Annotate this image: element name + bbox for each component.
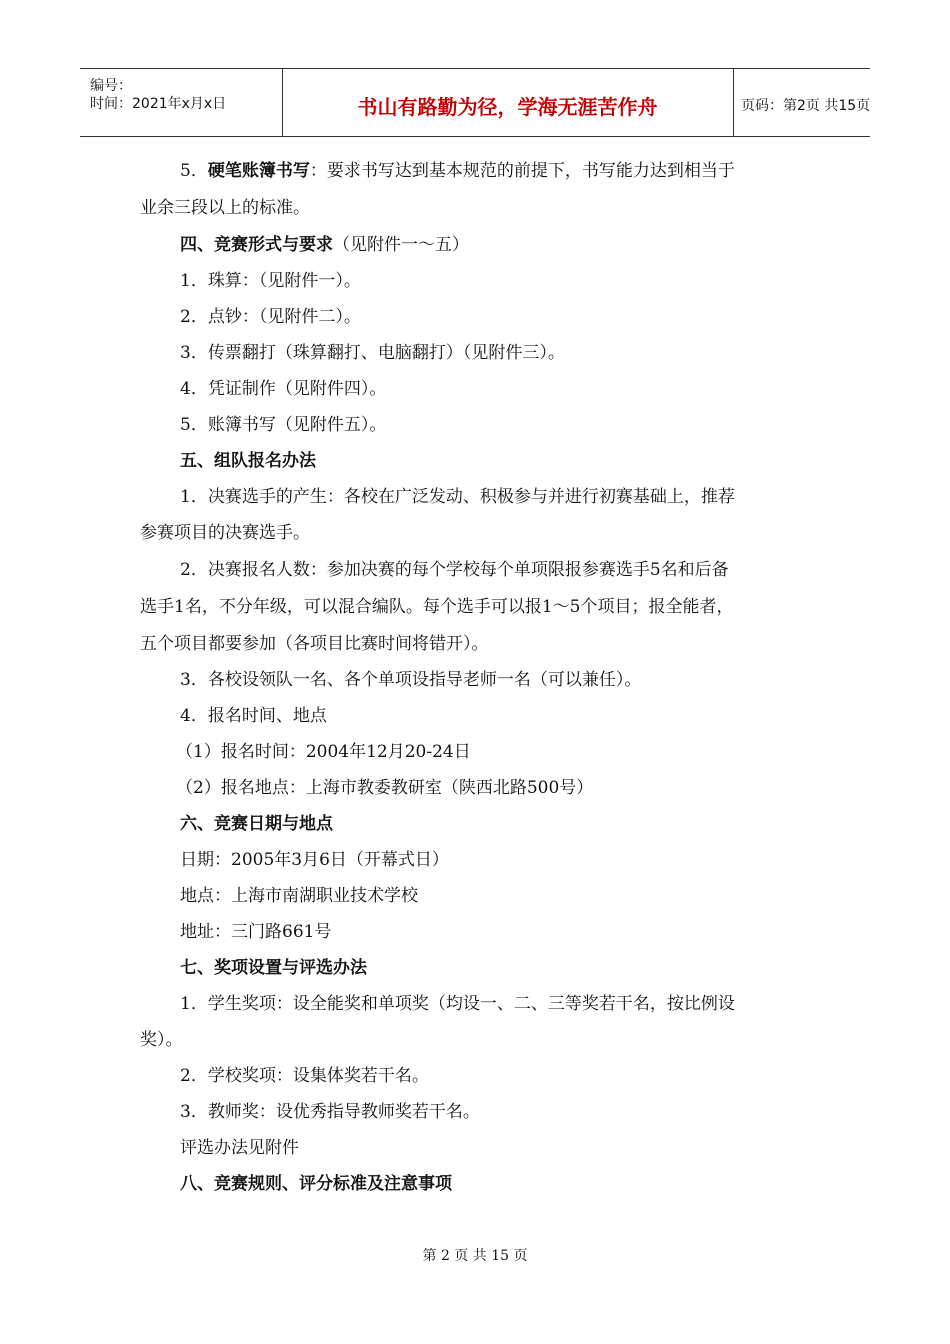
info-line: 地址：三门路661号 [180,922,332,942]
section-heading-7: 七、奖项设置与评选办法 [180,958,367,978]
header-right-cell [733,69,870,136]
page-header [80,68,870,137]
list-item: 5．账簿书写（见附件五）。 [180,415,387,435]
paragraph-hardpen [180,160,735,182]
section-heading-4-title: 四、竞赛形式与要求 [180,235,333,255]
header-left-cell [80,69,283,136]
list-item: 1．珠算：（见附件一）。 [180,271,361,291]
item-text: ：要求书写达到基本规范的前提下，书写能力达到相当于 [309,161,735,181]
list-item: 2．学校奖项：设集体奖若干名。 [180,1066,429,1086]
section-heading-5: 五、组队报名办法 [180,451,316,471]
note-line: 评选办法见附件 [180,1138,299,1158]
header-motto-cell [282,69,734,136]
number-label: 编号： [90,78,132,94]
page-footer: 第 2 页 共 15 页 [422,1248,528,1264]
paragraph: 2．决赛报名人数：参加决赛的每个学校每个单项限报参赛选手5名和后备 [180,560,729,580]
section-heading-4-note: （见附件一～五） [333,235,469,255]
paragraph-cont: 奖）。 [140,1030,183,1050]
section-heading-8: 八、竞赛规则、评分标准及注意事项 [180,1174,452,1194]
info-line: 日期：2005年3月6日（开幕式日） [180,850,449,870]
header-page-info: 页码：第2页 共15页 [741,98,871,114]
section-heading-4 [180,234,469,256]
item-number: 5． [180,161,208,181]
header-motto: 书山有路勤为径，学海无涯苦作舟 [357,95,658,119]
paragraph: 1．学生奖项：设全能奖和单项奖（均设一、二、三等奖若干名，按比例设 [180,994,735,1014]
list-item: 4．报名时间、地点 [180,706,327,726]
item-title-bold: 硬笔账簿书写 [207,161,310,181]
list-item: 4．凭证制作（见附件四）。 [180,379,387,399]
paragraph-hardpen-cont: 业余三段以上的标准。 [140,198,310,218]
list-item: 3．教师奖：设优秀指导教师奖若干名。 [180,1102,480,1122]
info-line: 地点：上海市南湖职业技术学校 [180,886,418,906]
paragraph: 1．决赛选手的产生：各校在广泛发动、积极参与并进行初赛基础上，推荐 [180,487,735,507]
paragraph-cont: 参赛项目的决赛选手。 [140,523,310,543]
section-heading-6: 六、竞赛日期与地点 [180,814,333,834]
list-subitem: （2）报名地点：上海市教委教研室（陕西北路500号） [176,778,594,798]
list-item: 3．各校设领队一名、各个单项设指导老师一名（可以兼任）。 [180,670,642,690]
list-item: 3．传票翻打（珠算翻打、电脑翻打）（见附件三）。 [180,343,565,363]
paragraph-cont: 五个项目都要参加（各项目比赛时间将错开）。 [140,634,489,654]
list-item: 2．点钞：（见附件二）。 [180,307,361,327]
date-label: 时间：2021年x月x日 [90,96,227,112]
paragraph-cont: 选手1名，不分年级，可以混合编队。每个选手可以报1～5个项目；报全能者， [140,597,734,617]
list-subitem: （1）报名时间：2004年12月20-24日 [176,742,471,762]
